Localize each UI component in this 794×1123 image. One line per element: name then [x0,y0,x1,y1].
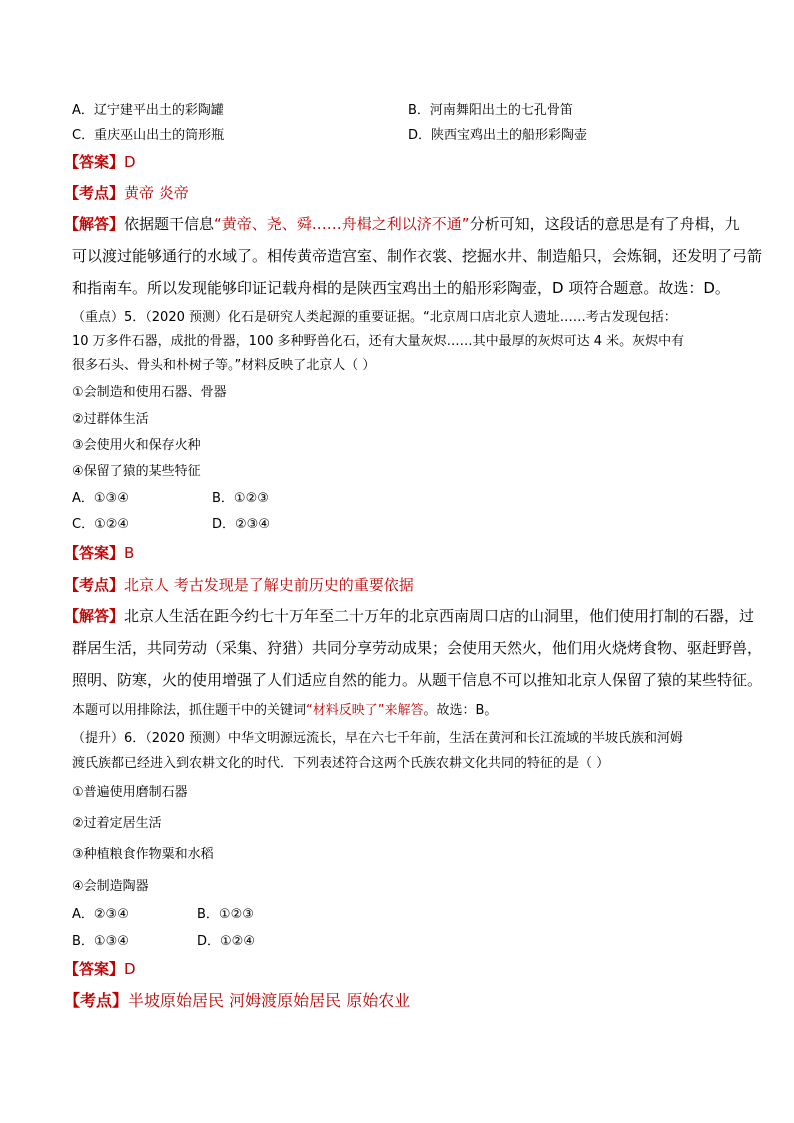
q4-point [64,182,189,204]
q5-option-a: A．①③④ [72,491,129,506]
q4-analysis-line1 [64,213,740,235]
analysis-text: 本题可以用排除法，抓住题干中的关键词 [72,703,307,718]
point-label: 【考点】 [64,991,129,1010]
analysis-label: 【解答】 [64,607,125,625]
q6-stem-line1: （提升）6．（2020 预测）中华文明源远流长，早在六七千年前，生活在黄河和长江流域的半坡氏族和河姆 [72,731,683,746]
q6-item-4: ④会制造陶器 [72,879,149,894]
analysis-quote: “材料反映了”来解答 [306,703,424,718]
analysis-quote: “黄帝、尧、舜……舟楫之利以济不通” [214,215,470,233]
analysis-text: 。故选：B。 [423,703,498,718]
q5-analysis-line1 [64,605,754,627]
q6-option-d: D．①②④ [197,934,255,949]
q4-option-c: C．重庆巫山出土的筒形瓶 [72,128,225,143]
q5-analysis-line3: 照明、防寒，火的使用增强了人们适应自然的能力。从题干信息不可以推知北京人保留了猿的某些特征。 [72,671,763,689]
answer-value: D [124,153,136,171]
q5-item-2: ②过群体生活 [72,412,149,427]
q6-item-3: ③种植粮食作物粟和水稻 [72,847,214,862]
answer-value: D [124,960,136,978]
q5-option-d: D．②③④ [212,517,270,532]
answer-label: 【答案】 [64,960,125,978]
q4-analysis-line3: 和指南车。所以发现能够印证记载舟楫的是陕西宝鸡出土的船形彩陶壶，D 项符合题意。故选：D。 [72,279,730,297]
answer-label: 【答案】 [64,153,125,171]
q5-stem-line1: （重点）5．（2020 预测）化石是研究人类起源的重要证据。“北京周口店北京人遗址……考古发现包括： [72,310,677,325]
q4-answer [64,151,136,173]
q6-item-2: ②过着定居生活 [72,816,162,831]
q5-item-4: ④保留了猿的某些特征 [72,464,201,479]
q5-option-c: C．①②④ [72,517,130,532]
q5-stem-line2: 10 万多件石器，成批的骨器，100 多种野兽化石，还有大量灰烬……其中最厚的灰烬可达 4 米。灰烬中有 [72,334,685,349]
q5-analysis-line4 [72,702,497,720]
q4-option-b: B．河南舞阳出土的七孔骨笛 [408,103,573,118]
q6-answer [64,958,136,980]
analysis-text: 依据题干信息 [124,215,215,233]
q6-option-b: B．①②③ [197,907,254,922]
point-value: 半坡原始居民 河姆渡原始居民 原始农业 [128,991,411,1010]
analysis-text: 分析可知，这段话的意思是有了舟楫，九 [469,215,740,233]
point-value: 黄帝 炎帝 [124,184,189,202]
q5-answer [64,542,134,564]
q5-option-b: B．①②③ [212,491,269,506]
answer-value: B [124,544,135,562]
q6-point [64,990,410,1012]
point-value: 北京人 考古发现是了解史前历史的重要依据 [124,576,414,594]
point-label: 【考点】 [64,576,125,594]
answer-label: 【答案】 [64,544,125,562]
q4-option-d: D．陕西宝鸡出土的船形彩陶壶 [408,128,588,143]
q5-point [64,574,414,596]
analysis-text: 北京人生活在距今约七十万年至二十万年的北京西南周口店的山洞里，他们使用打制的石器，过 [124,607,755,625]
q6-option-a: A．②③④ [72,907,129,922]
q6-option-c: B．①③④ [72,934,129,949]
point-label: 【考点】 [64,184,125,202]
q5-item-1: ①会制造和使用石器、骨器 [72,385,227,400]
q5-stem-line3: 很多石头、骨头和朴树子等。”材料反映了北京人（ ） [72,358,376,373]
q6-stem-line2: 渡氏族都已经进入到农耕文化的时代．下列表述符合这两个氏族农耕文化共同的特征的是（ ） [72,756,610,771]
q5-item-3: ③会使用火和保存火种 [72,438,201,453]
q4-option-a: A．辽宁建平出土的彩陶罐 [72,103,224,118]
q5-analysis-line2: 群居生活，共同劳动（采集、狩猎）共同分享劳动成果；会使用天然火，他们用火烧烤食物、驱赶野兽， [72,639,763,657]
analysis-label: 【解答】 [64,215,125,233]
q6-item-1: ①普遍使用磨制石器 [72,785,188,800]
q4-analysis-line2: 可以渡过能够通行的水域了。相传黄帝造宫室、制作衣裳、挖掘水井、制造船只，会炼铜，还发明了弓箭 [72,247,763,265]
